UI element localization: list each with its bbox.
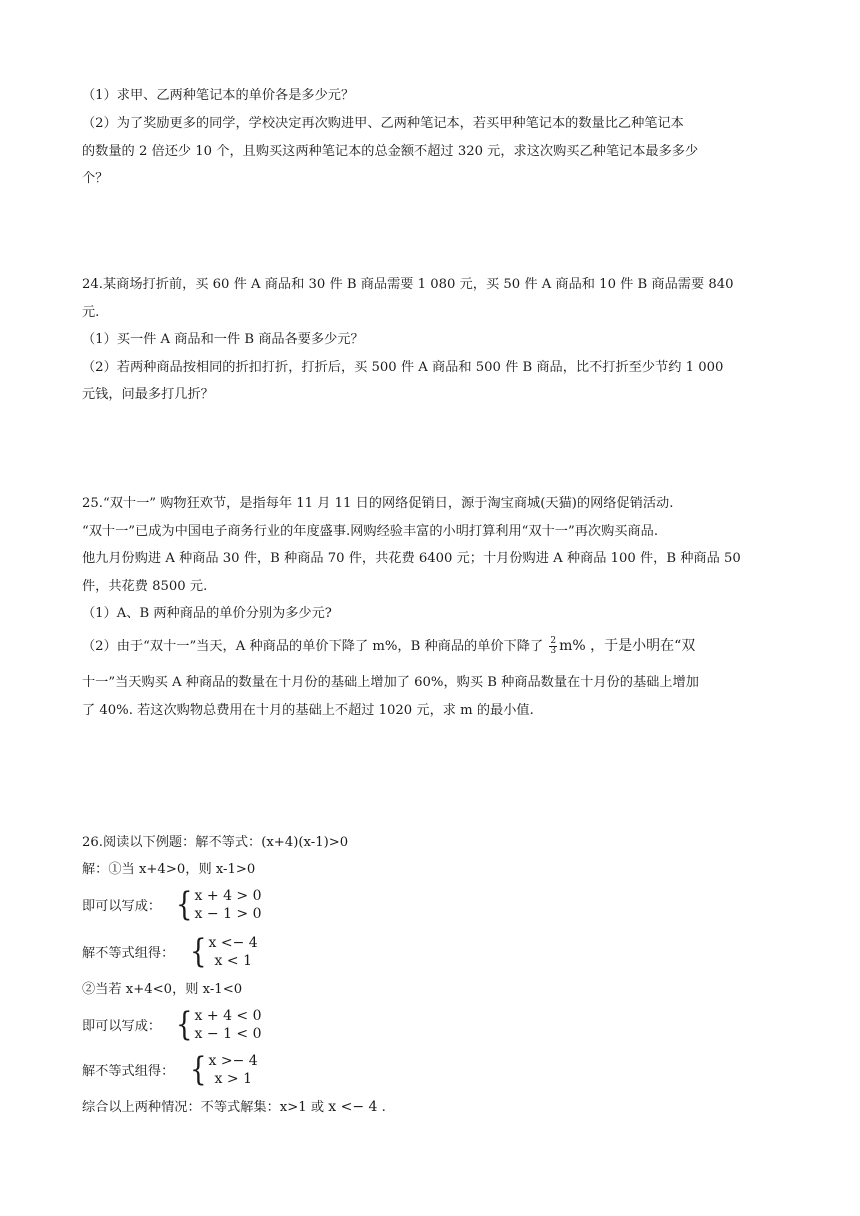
text-line: 解：①当 x+4>0，则 x-1>0 [82,862,256,877]
fraction [549,637,557,656]
text-segment: . [377,1100,386,1115]
inequality-row: x − 1 < 0 [194,1026,262,1042]
conclusion-line [82,1097,386,1118]
question-25-part-2 [82,636,695,657]
question-24-stem: 24.某商场打折前，买 60 件 A 商品和 30 件 B 商品需要 1 080 元，买 50 件 A 商品和 10 件 B 商品需要 840 [82,277,734,292]
text-line: 个？ [82,171,109,186]
brace-icon: { [190,933,207,971]
text-line: 解不等式组得： [82,1064,175,1079]
inequality-row: x <− 4 [208,935,258,951]
text-line: 即可以写成： [82,899,162,914]
text-line: ②当若 x+4<0，则 x-1<0 [82,982,243,997]
inequality-system [176,887,262,923]
text-line: 十一”当天购买 A 种商品的数量在十月份的基础上增加了 60%，购买 B 种商品数量在十月份的基础上增加 [82,675,699,690]
brace-icon: { [176,1006,193,1044]
inequality-row: x >− 4 [208,1053,258,1069]
text-segment: （2）由于“双十一”当天，A 种商品的单价下降了 m%，B 种商品的单价下降了 [82,639,548,654]
text-line: 元钱，问最多打几折？ [82,387,214,402]
text-line: （2）为了奖励更多的同学，学校决定再次购进甲、乙两种笔记本，若买甲种笔记本的数量比乙种笔记本 [82,116,684,131]
text-line: （1）求甲、乙两种笔记本的单价各是多少元？ [82,88,355,103]
text-segment: 综合以上两种情况：不等式解集：x>1 或 [82,1100,329,1115]
inequality-row: x > 1 [214,1071,252,1087]
inequality-row: x + 4 > 0 [194,888,262,904]
text-line: 的数量的 2 倍还少 10 个，且购买这两种笔记本的总金额不超过 320 元，求这次购买乙种笔记本最多多少 [82,144,699,159]
inequality-row: x − 1 > 0 [194,906,262,922]
text-line: 了 40%. 若这次购物总费用在十月的基础上不超过 1020 元，求 m 的最小值. [82,703,534,718]
fraction-denominator: 3 [550,646,557,656]
text-line: “双十一”已成为中国电子商务行业的年度盛事.网购经验丰富的小明打算利用“双十一”再次购买商品. [82,524,659,539]
inequality-system [176,1007,262,1043]
question-25-part-1: （1）A、B 两种商品的单价分别为多少元? [82,606,332,621]
question-24-part-1: （1）买一件 A 商品和一件 B 商品各要多少元？ [82,332,364,347]
brace-icon: { [176,886,193,924]
inequality-system [190,1052,258,1088]
question-25-stem: 25.“双十一” 购物狂欢节，是指每年 11 月 11 日的网络促销日，源于淘宝商城(天猫)的网络促销活动. [82,496,674,511]
text-line: 件，共花费 8500 元. [82,579,208,594]
fraction-numerator: 2 [550,636,557,646]
text-line: 即可以写成： [82,1019,162,1034]
inequality-row: x + 4 < 0 [194,1008,262,1024]
inequality-system [190,934,258,970]
inequality-row: x < 1 [214,953,252,969]
text-line: 解不等式组得： [82,946,175,961]
text-line: 元. [82,305,100,320]
text-segment: m% ，于是小明在“双 [559,638,696,654]
question-26-stem: 26.阅读以下例题：解不等式：(x+4)(x-1)>0 [82,835,349,850]
math-expression: x <− 4 [328,1099,378,1115]
text-line: 他九月份购进 A 种商品 30 件，B 种商品 70 件，共花费 6400 元；十月份购进 A 种商品 100 件，B 种商品 50 [82,551,741,566]
question-24-part-2: （2）若两种商品按相同的折扣打折，打折后，买 500 件 A 商品和 500 件 B 商品，比不打折至少节约 1 000 [82,360,724,375]
brace-icon: { [190,1051,207,1089]
